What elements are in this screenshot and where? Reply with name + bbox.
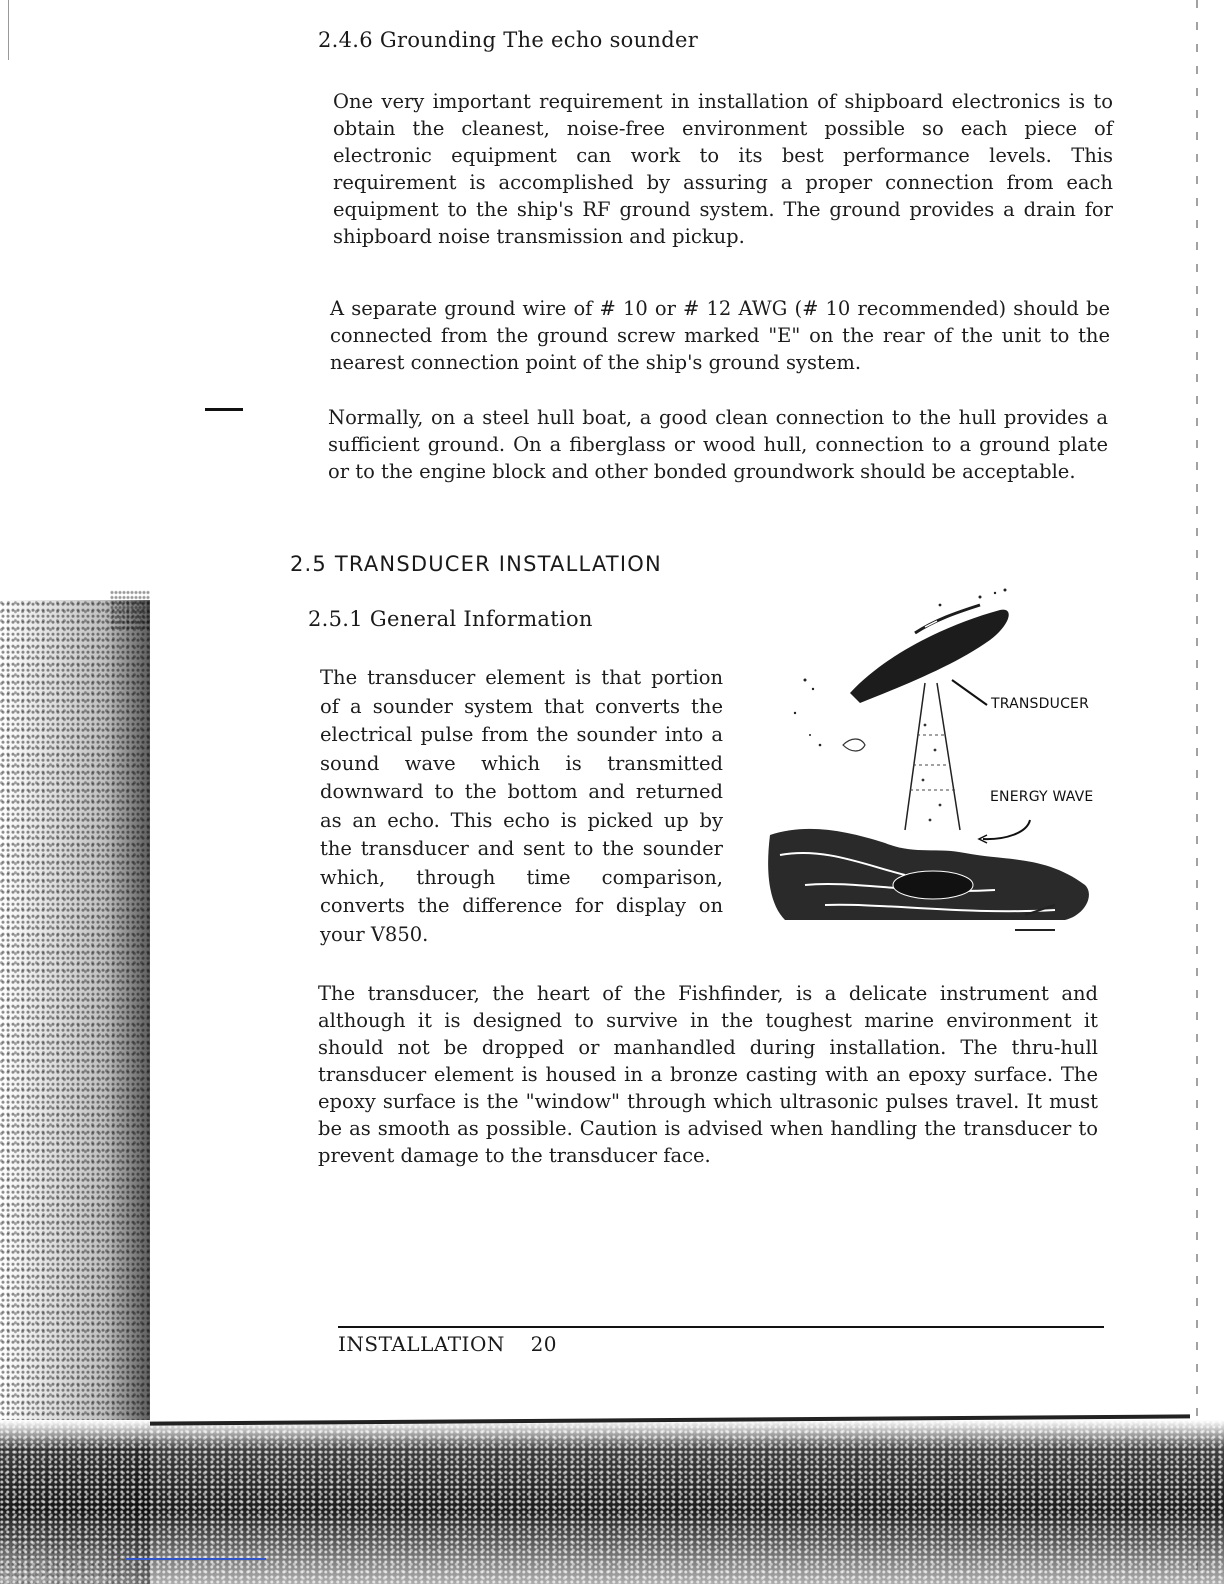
margin-mark	[205, 408, 243, 411]
footer-page-number: 20	[530, 1332, 558, 1356]
label-energy-wave: ENERGY WAVE	[990, 789, 1094, 805]
footer-section-label	[338, 1332, 557, 1356]
footer-section: INSTALLATION	[338, 1332, 505, 1356]
boat-sonar-illustration	[765, 585, 1115, 945]
section-251-paragraph-2: The transducer, the heart of the Fishfinder, is a delicate instrument and although it is designed to survive in the toughest marine environment it should not be dropped or manhandled during installation. The thru-hull transducer element is housed in a bronze casting with an epoxy surface. The epoxy surface is the "window" through which ultrasonic pulses travel. It must be as smooth as possible. Caution is advised when handling the transducer to prevent damage to the transducer face.	[318, 982, 1098, 1167]
section-251-heading: 2.5.1 General Information	[308, 607, 593, 631]
scan-blue-mark	[126, 1558, 266, 1560]
scan-edge-line	[8, 0, 9, 60]
section-246-paragraph-2: A separate ground wire of # 10 or # 12 AWG (# 10 recommended) should be connected from the ground screw marked "E" on the rear of the unit to the nearest connection point of the ship's ground system.	[330, 297, 1110, 374]
label-transducer: TRANSDUCER	[991, 696, 1090, 712]
fish	[843, 739, 865, 751]
section-246-heading: 2.4.6 Grounding The echo sounder	[318, 28, 699, 52]
energy-beam	[905, 683, 960, 830]
section-251-paragraph-1: The transducer element is that portion of a sounder system that converts the electrical pulse from the sounder into a sound wave which is transmitted downward to the bottom and returned as an echo. This echo is picked up by the transducer and sent to the sounder which, through time comparison, converts the difference for display on your V850.	[320, 666, 723, 946]
transducer-pointer	[952, 680, 987, 705]
transducer-figure	[765, 585, 1115, 945]
section-25-heading: 2.5 TRANSDUCER INSTALLATION	[290, 552, 662, 576]
footer-rule	[338, 1326, 1104, 1328]
bottom-target	[893, 871, 973, 899]
section-246-paragraph-1: One very important requirement in installation of shipboard electronics is to obtain the cleanest, noise-free environment possible so each piece of electronic equipment can work to its best performance levels. This requirement is accomplished by assuring a proper connection from each equipment to the ship's RF ground system. The ground provides a drain for shipboard noise transmission and pickup.	[333, 90, 1113, 248]
scan-noise	[110, 590, 150, 630]
section-246-paragraph-3: Normally, on a steel hull boat, a good clean connection to the hull provides a sufficient ground. On a fiberglass or wood hull, connection to a ground plate or to the engine block and other bonded groundwork should be acceptable.	[328, 406, 1108, 483]
scan-right-edge	[1196, 0, 1198, 1584]
energy-wave-pointer	[983, 820, 1030, 839]
